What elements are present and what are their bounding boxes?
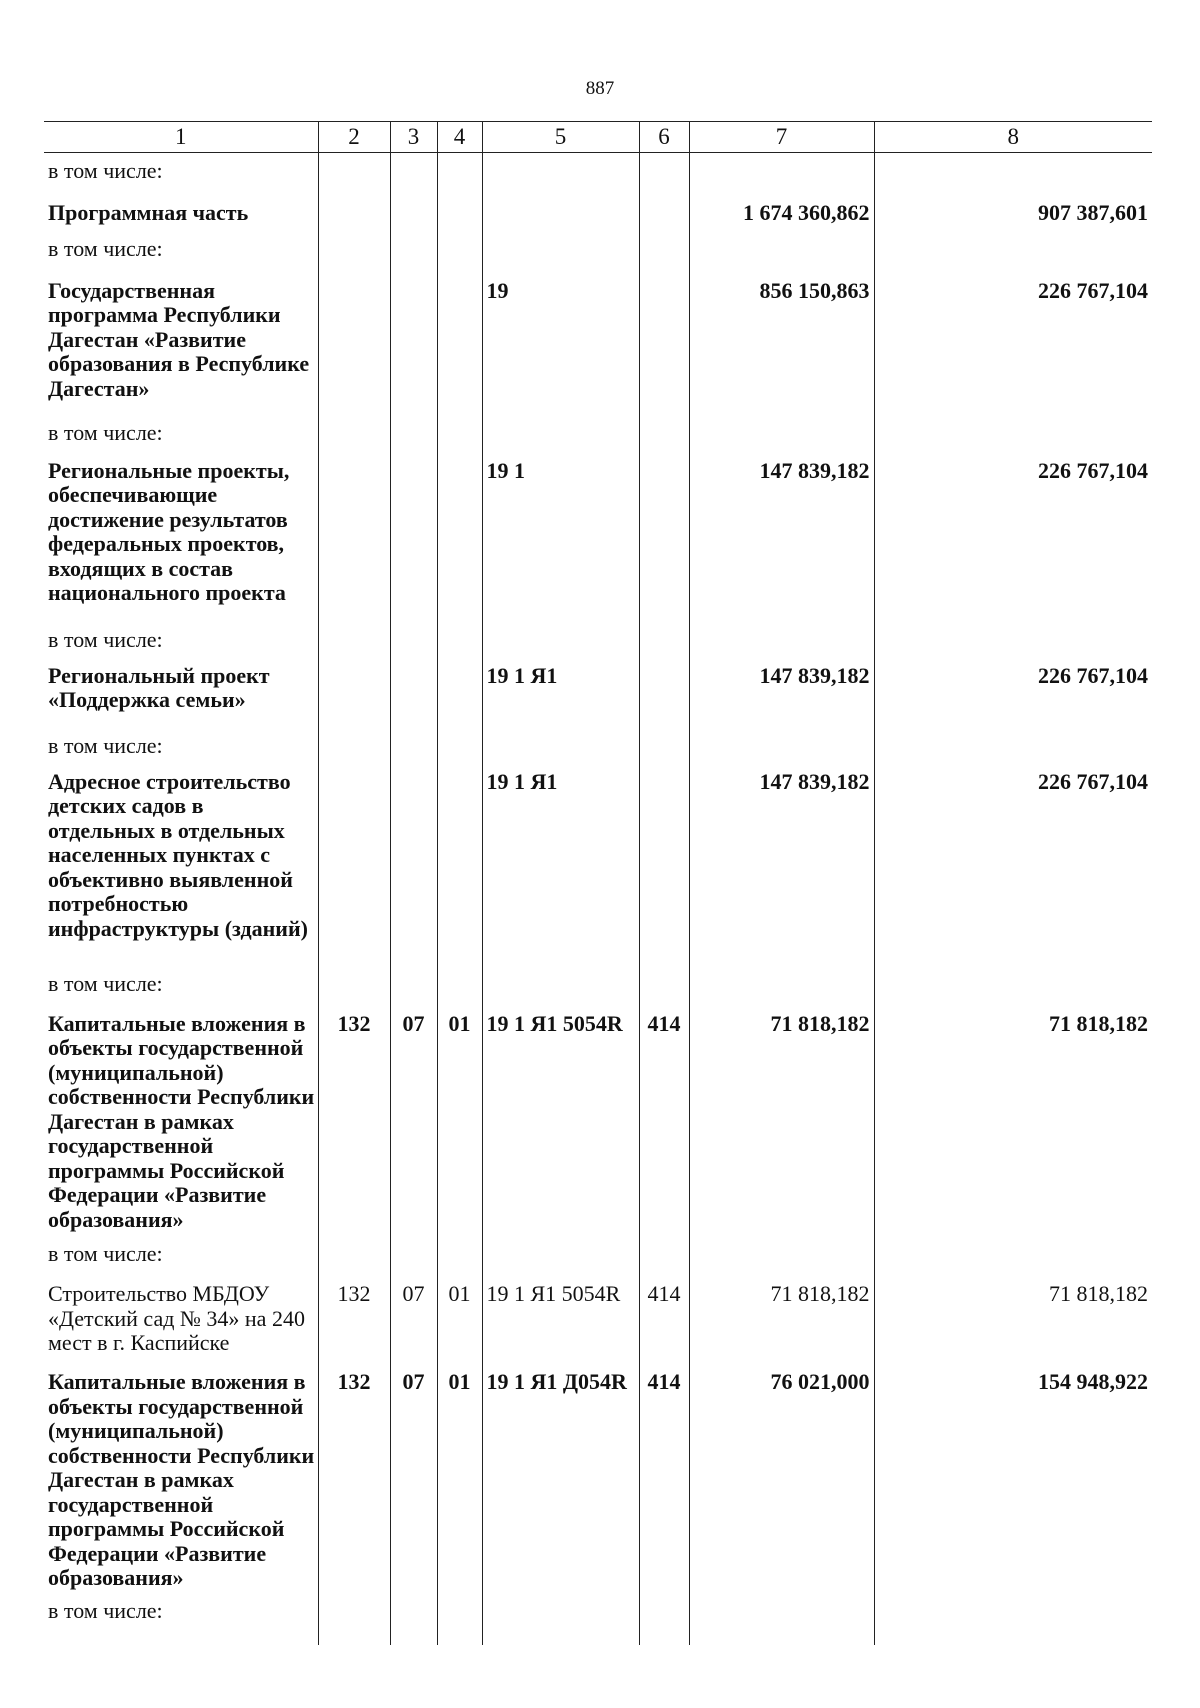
- subheading-label: в том числе:: [48, 732, 163, 758]
- table-row: [44, 1000, 1152, 1233]
- subheading-row: [44, 962, 1152, 1000]
- cell-col-3: [390, 1232, 437, 1272]
- cell-col-2: [318, 658, 390, 728]
- cell-col-4: [437, 193, 482, 235]
- column-header: 5: [482, 122, 639, 153]
- row-label: Адресное строительство детских садов в отдельных в отдельных населенных пунктах с объективно выявленной потребностью инфраструктуры (зданий): [48, 768, 308, 941]
- subheading-row: [44, 620, 1152, 658]
- row-label: Капитальные вложения в объекты государственной (муниципальной) собственности Республики Дагестан в рамках государственной программы Российской Федерации «Развитие образования»: [48, 1369, 315, 1590]
- cell-col-2: [318, 766, 390, 962]
- cell-col-6: [639, 1232, 689, 1272]
- subheading-label: в том числе:: [48, 235, 163, 261]
- cell-col-4: 01: [437, 1364, 482, 1591]
- cell-col-6: [639, 620, 689, 658]
- cell-col-6: [639, 193, 689, 235]
- cell-col-7: [689, 153, 874, 193]
- cell-col-3: 07: [390, 1000, 437, 1233]
- cell-col-6: [639, 1591, 689, 1645]
- cell-col-4: [437, 1232, 482, 1272]
- subheading-label: в том числе:: [48, 1241, 163, 1266]
- cell-col-8: 71 818,182: [874, 1272, 1152, 1364]
- cell-col-3: [390, 620, 437, 658]
- cell-col-3: [390, 273, 437, 415]
- cell-col-4: 01: [437, 1272, 482, 1364]
- cell-col-6: [639, 415, 689, 453]
- cell-col-3: [390, 193, 437, 235]
- cell-col-2: [318, 153, 390, 193]
- cell-col-6: [639, 453, 689, 620]
- cell-col-5: 19 1: [482, 453, 639, 620]
- subheading-label: в том числе:: [48, 970, 163, 996]
- cell-col-8: [874, 153, 1152, 193]
- cell-col-7: 71 818,182: [689, 1272, 874, 1364]
- cell-col-8: 907 387,601: [874, 193, 1152, 235]
- cell-col-7: 76 021,000: [689, 1364, 874, 1591]
- cell-col-3: [390, 153, 437, 193]
- cell-col-2: [318, 1591, 390, 1645]
- cell-col-8: 226 767,104: [874, 273, 1152, 415]
- table-row: [44, 453, 1152, 620]
- column-header: 8: [874, 122, 1152, 153]
- cell-col-8: 71 818,182: [874, 1000, 1152, 1233]
- column-header: 7: [689, 122, 874, 153]
- cell-col-2: [318, 453, 390, 620]
- cell-col-5: [482, 235, 639, 273]
- cell-col-6: [639, 153, 689, 193]
- cell-col-5: [482, 1591, 639, 1645]
- row-label: Региональный проект «Поддержка семьи»: [48, 662, 270, 712]
- cell-col-6: 414: [639, 1364, 689, 1591]
- cell-col-5: [482, 153, 639, 193]
- row-label: Строительство МБДОУ «Детский сад № 34» на 240 мест в г. Каспийске: [48, 1281, 305, 1355]
- cell-col-6: 414: [639, 1272, 689, 1364]
- subheading-row: [44, 1232, 1152, 1272]
- cell-col-8: [874, 728, 1152, 766]
- cell-col-2: [318, 620, 390, 658]
- cell-col-2: [318, 1232, 390, 1272]
- cell-col-4: [437, 453, 482, 620]
- cell-col-8: 154 948,922: [874, 1364, 1152, 1591]
- cell-col-6: [639, 766, 689, 962]
- cell-col-7: [689, 620, 874, 658]
- cell-col-2: 132: [318, 1000, 390, 1233]
- column-header: 3: [390, 122, 437, 153]
- cell-col-3: [390, 415, 437, 453]
- cell-col-7: 147 839,182: [689, 766, 874, 962]
- column-header: 6: [639, 122, 689, 153]
- cell-col-7: [689, 728, 874, 766]
- cell-col-5: 19 1 Я1 5054R: [482, 1000, 639, 1233]
- cell-col-3: 07: [390, 1364, 437, 1591]
- subheading-row: [44, 153, 1152, 193]
- cell-col-5: [482, 728, 639, 766]
- row-label: Государственная программа Республики Дагестан «Развитие образования в Республике Дагестан»: [48, 277, 310, 401]
- cell-col-5: [482, 620, 639, 658]
- cell-col-6: 414: [639, 1000, 689, 1233]
- table-row: [44, 273, 1152, 415]
- cell-col-4: [437, 962, 482, 1000]
- page-number: 887: [585, 78, 615, 99]
- cell-col-8: 226 767,104: [874, 658, 1152, 728]
- cell-col-4: [437, 658, 482, 728]
- table-row: [44, 1364, 1152, 1591]
- subheading-row: [44, 1591, 1152, 1645]
- cell-col-4: [437, 728, 482, 766]
- table-body: [44, 153, 1152, 1645]
- cell-col-4: [437, 273, 482, 415]
- cell-col-7: [689, 962, 874, 1000]
- cell-col-3: [390, 766, 437, 962]
- cell-col-3: 07: [390, 1272, 437, 1364]
- subheading-label: в том числе:: [48, 419, 163, 445]
- cell-col-7: [689, 1232, 874, 1272]
- cell-col-2: 132: [318, 1364, 390, 1591]
- cell-col-7: 147 839,182: [689, 453, 874, 620]
- cell-col-5: [482, 962, 639, 1000]
- cell-col-5: 19 1 Я1: [482, 658, 639, 728]
- cell-col-6: [639, 728, 689, 766]
- cell-col-3: [390, 658, 437, 728]
- cell-col-3: [390, 962, 437, 1000]
- cell-col-7: [689, 235, 874, 273]
- cell-col-6: [639, 273, 689, 415]
- row-label: Капитальные вложения в объекты государственной (муниципальной) собственности Республики Дагестан в рамках государственной программы Российской Федерации «Развитие образования»: [48, 1010, 315, 1232]
- cell-col-2: [318, 962, 390, 1000]
- cell-col-4: [437, 620, 482, 658]
- cell-col-4: 01: [437, 1000, 482, 1233]
- cell-col-3: [390, 728, 437, 766]
- cell-col-5: [482, 1232, 639, 1272]
- subheading-row: [44, 728, 1152, 766]
- cell-col-2: [318, 415, 390, 453]
- cell-col-8: 226 767,104: [874, 766, 1152, 962]
- table-row: [44, 193, 1152, 235]
- subheading-row: [44, 235, 1152, 273]
- row-label: Региональные проекты, обеспечивающие достижение результатов федеральных проектов, входящих в состав национального проекта: [48, 457, 290, 605]
- cell-col-8: [874, 962, 1152, 1000]
- column-header: 4: [437, 122, 482, 153]
- cell-col-8: [874, 415, 1152, 453]
- cell-col-2: [318, 235, 390, 273]
- cell-col-3: [390, 235, 437, 273]
- cell-col-4: [437, 766, 482, 962]
- cell-col-2: [318, 273, 390, 415]
- cell-col-8: [874, 1232, 1152, 1272]
- cell-col-5: 19 1 Я1 5054R: [482, 1272, 639, 1364]
- row-label: Программная часть: [48, 199, 249, 225]
- table-row: [44, 658, 1152, 728]
- cell-col-8: [874, 235, 1152, 273]
- cell-col-7: 71 818,182: [689, 1000, 874, 1233]
- cell-col-6: [639, 235, 689, 273]
- cell-col-8: [874, 1591, 1152, 1645]
- cell-col-5: 19 1 Я1: [482, 766, 639, 962]
- column-header: 1: [44, 122, 318, 153]
- cell-col-7: 1 674 360,862: [689, 193, 874, 235]
- cell-col-4: [437, 415, 482, 453]
- cell-col-8: 226 767,104: [874, 453, 1152, 620]
- cell-col-6: [639, 962, 689, 1000]
- cell-col-3: [390, 1591, 437, 1645]
- budget-table-container: [44, 121, 1152, 1645]
- cell-col-2: 132: [318, 1272, 390, 1364]
- table-header-row: [44, 122, 1152, 153]
- cell-col-7: [689, 415, 874, 453]
- table-row: [44, 766, 1152, 962]
- subheading-label: в том числе:: [48, 158, 163, 183]
- subheading-row: [44, 415, 1152, 453]
- cell-col-7: [689, 1591, 874, 1645]
- cell-col-8: [874, 620, 1152, 658]
- cell-col-5: 19 1 Я1 Д054R: [482, 1364, 639, 1591]
- cell-col-7: 147 839,182: [689, 658, 874, 728]
- cell-col-5: 19: [482, 273, 639, 415]
- subheading-label: в том числе:: [48, 1597, 163, 1623]
- cell-col-4: [437, 1591, 482, 1645]
- cell-col-5: [482, 415, 639, 453]
- cell-col-4: [437, 153, 482, 193]
- table-row: [44, 1272, 1152, 1364]
- cell-col-6: [639, 658, 689, 728]
- subheading-label: в том числе:: [48, 626, 163, 652]
- column-header: 2: [318, 122, 390, 153]
- cell-col-4: [437, 235, 482, 273]
- cell-col-2: [318, 728, 390, 766]
- budget-table: [44, 121, 1152, 1645]
- cell-col-2: [318, 193, 390, 235]
- cell-col-3: [390, 453, 437, 620]
- cell-col-5: [482, 193, 639, 235]
- cell-col-7: 856 150,863: [689, 273, 874, 415]
